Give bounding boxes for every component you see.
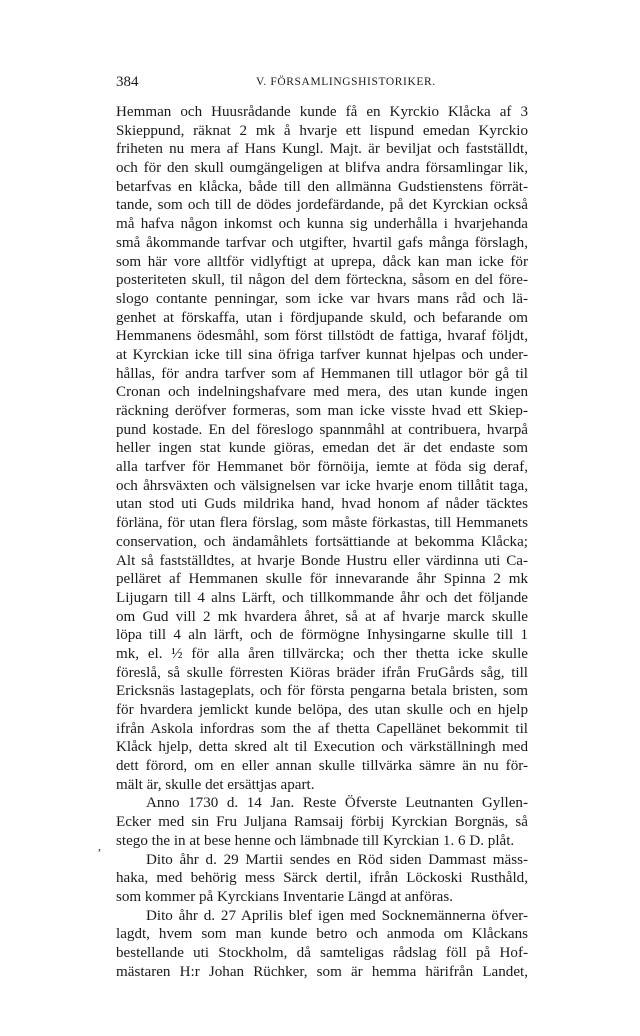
text-line: Lijugarn till 4 alns Lärft, och tillkommande åhr och det följande xyxy=(116,589,528,606)
text-line: utan stod uti Guds mildrika hand, hvad honom af nåder täcktes xyxy=(116,496,528,513)
text-line: Cronan och indelningshafvare med mera, des utan kunde ingen xyxy=(116,384,528,401)
page-number: 384 xyxy=(116,74,139,90)
text-line: alla tarfver för Hemmanet bör förnöija, iemte at föda sig deraf, xyxy=(116,459,528,476)
text-line: som kommer på Kyrckians Inventarie Längd at anföras. xyxy=(116,888,453,905)
text-line: löpa till 4 aln lärft, och de förmögne Inhysingarne skulle till 1 xyxy=(116,627,528,644)
text-line: slogo contante penningar, som icke var hvars mans råd och lä- xyxy=(116,290,528,307)
text-line: lagdt, hvem som man kunde betro och anmoda om Klåckans xyxy=(116,926,528,943)
text-line: tande, som och till de dödes jordefärdande, på det Kyrckian också xyxy=(116,197,528,214)
text-line: om Gud vill 2 mk hvardera åhret, så at af hvarje marck skulle xyxy=(116,608,528,625)
text-line: Anno 1730 d. 14 Jan. Reste Öfverste Leutnanten Gyllen- xyxy=(146,795,528,812)
text-line: pund kostade. En del föreslogo spannmåhl at contribuera, hvarpå xyxy=(116,421,528,438)
text-line: Hemmanens ödesmåhl, som först tillstödt de fattiga, hvaraf följdt, xyxy=(116,328,528,345)
margin-mark: , xyxy=(98,839,101,853)
text-line: mält är, skulle det ersättjas apart. xyxy=(116,776,315,793)
text-line: Ecker med sin Fru Juljana Ramsaij förbij Kyrckian Borgnäs, så xyxy=(116,814,528,831)
text-line: föreslå, så skulle förresten Kiöras bräder ifrån FruGårds såg, till xyxy=(116,664,528,681)
text-line: posteriteten skull, til någon del dem förteckna, såsom en del före- xyxy=(116,272,528,289)
text-line: och för den skull oumgängeligen at blifva andra församlingar lik, xyxy=(116,160,528,177)
text-line: hållas, för andra tarfver som af Hemmanen till utlagor bör gå til xyxy=(116,365,528,382)
text-line: stego the in at bese henne och lämbnade till Kyrckian 1. 6 D. plåt. xyxy=(116,832,515,849)
text-line: at Kyrckian icke till sina öfriga tarfver kunnat hjelpas och under- xyxy=(116,346,528,363)
text-line: friheten nu mera af Hans Kungl. Majt. är beviljat och fastställdt, xyxy=(116,141,528,158)
text-line: Skieppund, räknat 2 mk å hvarje ett lispund emedan Kyrckio xyxy=(116,122,528,139)
text-line: mk, el. ½ för alla åren tillvärcka; och ther thetta icke skulle xyxy=(116,645,528,662)
text-line: Dito åhr d. 29 Martii sendes en Röd siden Dammast mäss- xyxy=(146,851,528,868)
text-line: som här vore alltför vidlyftigt at uprepa, dåck kan man icke för xyxy=(116,253,528,270)
text-line: Hemman och Huusrådande kunde få en Kyrckio Klåcka af 3 xyxy=(116,104,528,120)
text-line: små åkommande tarfvar och utgifter, hvartil gafs många förslagh, xyxy=(116,234,528,251)
text-line: conservation, och ändamåhlets fortsättiande at bekomma Klåcka; xyxy=(116,533,528,550)
text-line: Klåck hjelp, detta skred alt til Execution och värkställningh med xyxy=(116,739,528,756)
text-line: förläna, för utan flera förslag, som måste förkastas, till Hemmanets xyxy=(116,515,528,532)
running-head: V. FÖRSAMLINGSHISTORIKER. xyxy=(256,76,436,88)
text-line: Ericksnäs lastageplats, och för första pengarna betala bristen, som xyxy=(116,683,528,700)
text-line: betarfvas en klåcka, både till den allmänna Gudstienstens förrät- xyxy=(116,178,528,195)
text-line: bestellande uti Stockholm, då samteligas rådslag föll på Hof- xyxy=(116,944,528,961)
text-line: haka, med behörig mess Särck dertil, ifrån Löckoski Rusthåld, xyxy=(116,870,528,887)
page-header xyxy=(116,74,526,94)
text-line: pelläret af Hemmanen skulle för innevarande åhr Spinna 2 mk xyxy=(116,571,528,588)
text-line: ifrån Askola infordras som the af thetta Capellänet bekommit til xyxy=(116,720,528,737)
text-line: genhet at förskaffa, utan i fördjupande skuld, och befarande om xyxy=(116,309,528,326)
text-line: för hvardera jemlickt kunde belöpa, des utan skulle och en hjelp xyxy=(116,702,528,718)
text-line: dett förord, om en eller annan skulle tillvärka sämre än nu för- xyxy=(116,758,528,775)
text-line: och åhrsväxten och välsignelsen var icke hvarje enom tillåtit taga, xyxy=(116,477,528,494)
body-text xyxy=(116,103,528,981)
text-line: mästaren H:r Johan Rüchker, som är hemma härifrån Landet, xyxy=(116,963,528,980)
text-line: Alt så fastställdtes, at hvarje Bonde Hustru eller värdinna uti Ca- xyxy=(116,552,528,569)
text-line: må hafva någon inkomst och kunna sig underhålla i hvarjehanda xyxy=(116,216,528,233)
text-line: heller ingen stat kunde giöras, emedan det är det endaste som xyxy=(116,440,528,457)
text-line: räckning deröfver formeras, som man icke visste hvad ett Skiep- xyxy=(116,403,528,419)
text-line: Dito åhr d. 27 Aprilis blef igen med Socknemännerna öfver- xyxy=(146,907,528,924)
